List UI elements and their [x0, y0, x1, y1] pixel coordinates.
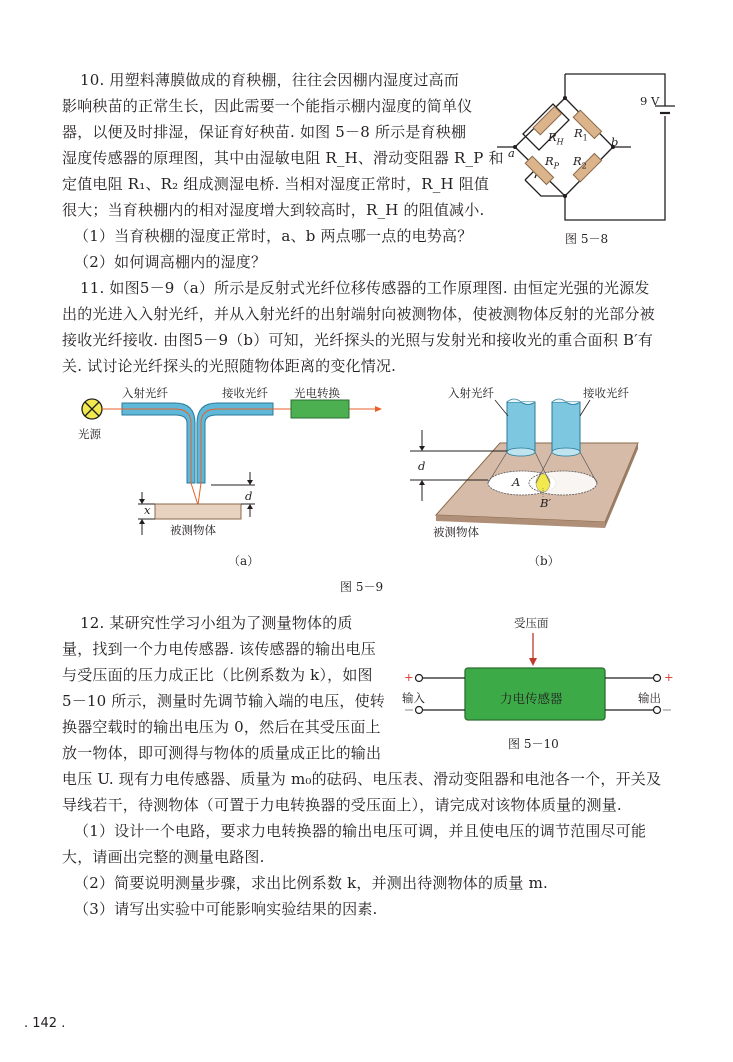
label-receiving-fiber-b: 接收光纤 — [583, 386, 629, 400]
label-area-b-prime: B′ — [540, 496, 552, 510]
problem-10-line-6: 很大；当育秧棚内的相对湿度增大到较高时，R_H 的阻值减小. — [62, 201, 485, 219]
label-r1: $R_1$ — [574, 126, 588, 143]
label-pressure-surface: 受压面 — [514, 616, 549, 630]
label-x-a: x — [144, 503, 151, 517]
label-converter: 光电转换 — [294, 386, 340, 400]
problem-12-line-3: 与受压面的压力成正比（比例系数为 k），如图 — [62, 666, 373, 684]
problem-12-q1a: （1）设计一个电路，要求力电转换器的输出电压可调，并且使电压的调节范围尽可能 — [74, 822, 647, 840]
page-number: . 142 . — [24, 1016, 66, 1031]
label-input: 输入 — [402, 691, 425, 705]
label-output-plus: + — [664, 670, 674, 684]
problem-10-q2: （2）如何调高棚内的湿度？ — [74, 253, 267, 271]
problem-12-line-2: 量，找到一个力电传感器. 该传感器的输出电压 — [62, 640, 376, 658]
problem-11-line-1: 11. 如图5－9（a）所示是反射式光纤位移传感器的工作原理图. 由恒定光强的光源发 — [80, 279, 650, 297]
problem-12-line-4: 5－10 所示，测量时先调节输入端的电压，使转 — [62, 692, 386, 710]
figure-5-9-caption: 图 5－9 — [340, 580, 384, 594]
problem-12-line-6: 放一物体，即可测得与物体的质量成正比的输出 — [62, 744, 382, 762]
problem-10-line-1: 10. 用塑料薄膜做成的育秧棚，往往会因棚内湿度过高而 — [80, 71, 460, 89]
figure-5-10-force-sensor — [395, 630, 685, 740]
label-rp: $R_P$ — [545, 154, 560, 171]
label-object-a: 被测物体 — [170, 523, 216, 537]
label-receiving-fiber-a: 接收光纤 — [222, 386, 268, 400]
label-rh: $R_H$ — [548, 130, 564, 147]
label-input-plus: + — [404, 670, 414, 684]
problem-10-line-3: 器，以便及时排湿，保证育好秧苗. 如图 5－8 所示是育秧棚 — [62, 123, 467, 141]
battery-label: 9 V — [640, 94, 660, 108]
label-area-a: A — [512, 475, 521, 489]
problem-10-q1: （1）当育秧棚的湿度正常时，a、b 两点哪一点的电势高？ — [74, 227, 473, 245]
problem-12-line-5: 换器空载时的输出电压为 0，然后在其受压面上 — [62, 718, 381, 736]
label-d-a: d — [245, 489, 253, 503]
label-object-b: 被测物体 — [433, 525, 479, 539]
problem-12-q2: （2）简要说明测量步骤，求出比例系数 k，并测出待测物体的质量 m. — [74, 874, 548, 892]
label-incident-fiber-b: 入射光纤 — [448, 386, 494, 400]
figure-5-9b-sublabel: （b） — [528, 554, 560, 568]
label-light-source: 光源 — [78, 427, 101, 441]
problem-11-line-3: 接收光纤接收. 由图5－9（b）可知，光纤探头的光照与发射光和接收光的重合面积 B′有 — [62, 331, 654, 349]
problem-12-line-8: 导线若干，待测物体（可置于力电转换器的受压面上），请完成对该物体质量的测量. — [62, 796, 622, 814]
problem-12-line-7: 电压 U. 现有力电传感器、质量为 m₀的砝码、电压表、滑动变阻器和电池各一个，开关及 — [62, 770, 662, 788]
problem-12-line-1: 12. 某研究性学习小组为了测量物体的质 — [80, 614, 353, 632]
figure-5-8-bridge-circuit — [495, 60, 695, 230]
label-incident-fiber-a: 入射光纤 — [122, 386, 168, 400]
figure-5-9a-fiber-diagram — [70, 380, 390, 560]
problem-10-line-5: 定值电阻 R₁、R₂ 组成测湿电桥. 当相对湿度正常时，R_H 阻值 — [62, 175, 490, 193]
problem-10-line-4: 湿度传感器的原理图，其中由湿敏电阻 R_H、滑动变阻器 R_P 和 — [62, 149, 504, 167]
problem-11-line-2: 出的光进入入射光纤，并从入射光纤的出射端射向被测物体，使被测物体反射的光部分被 — [62, 305, 655, 323]
figure-5-8-caption: 图 5－8 — [565, 232, 609, 246]
figure-5-10-caption: 图 5－10 — [508, 737, 559, 751]
problem-12-q3: （3）请写出实验中可能影响实验结果的因素. — [74, 900, 378, 918]
label-d-b: d — [418, 459, 426, 473]
problem-10-line-2: 影响秧苗的正常生长，因此需要一个能指示棚内湿度的简单仪 — [62, 97, 473, 115]
label-b: b — [611, 135, 619, 149]
label-output: 输出 — [638, 691, 661, 705]
problem-11-line-4: 关. 试讨论光纤探头的光照随物体距离的变化情况. — [62, 357, 397, 375]
label-a: a — [508, 146, 515, 160]
problem-12-q1b: 大，请画出完整的测量电路图. — [62, 848, 265, 866]
figure-5-9a-sublabel: （a） — [228, 554, 260, 568]
label-sensor: 力电传感器 — [500, 691, 563, 706]
label-r2: $R_2$ — [573, 154, 587, 171]
